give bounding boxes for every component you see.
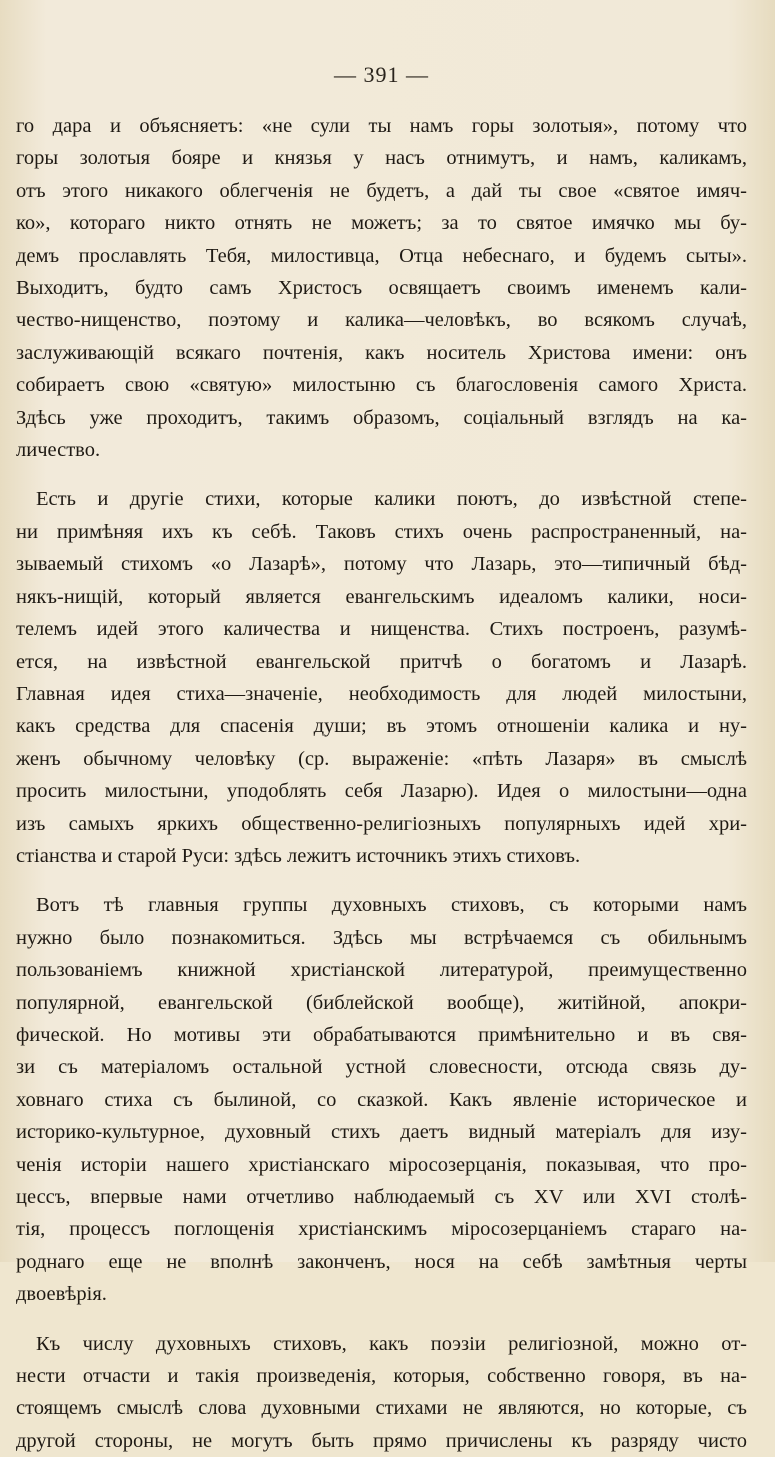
text-line: женъ обычному человѣку (ср. выраженіе: «пѣть Лазаря» въ смыслѣ bbox=[16, 747, 747, 770]
text-line: отъ этого никакого облегченія не будетъ, а дай ты свое «святое имяч- bbox=[16, 179, 747, 202]
text-line: Вотъ тѣ главныя группы духовныхъ стиховъ, съ которыми намъ bbox=[36, 894, 747, 917]
text-line: тія, процессъ поглощенія христіанскимъ міросозерцаніемъ стараго на- bbox=[16, 1218, 747, 1241]
text-line: Здѣсь уже проходитъ, такимъ образомъ, соціальный взглядъ на ка- bbox=[16, 406, 747, 429]
text-line: демъ прославлять Тебя, милостивца, Отца небеснаго, и будемъ сыты». bbox=[16, 244, 747, 267]
text-line: Есть и другіе стихи, которые калики поютъ, до извѣстной степе- bbox=[36, 488, 747, 511]
paragraph bbox=[16, 110, 747, 466]
text-line: цессъ, впервые нами отчетливо наблюдаемый съ XV или XVI столѣ- bbox=[16, 1186, 747, 1208]
text-line: фической. Но мотивы эти обрабатываются примѣнительно и въ свя- bbox=[16, 1023, 747, 1046]
text-line: личество. bbox=[16, 439, 101, 462]
text-line: нести отчасти и такія произведенія, которыя, собственно говоря, въ на- bbox=[16, 1365, 747, 1388]
text-line: популярной, евангельской (библейской вообще), житійной, апокри- bbox=[16, 991, 747, 1014]
text-line: зываемый стихомъ «о Лазарѣ», потому что Лазарь, это—типичный бѣд- bbox=[16, 553, 747, 576]
text-line: някъ-нищій, который является евангельскимъ идеаломъ калики, носи- bbox=[16, 585, 747, 608]
paragraph bbox=[16, 1328, 747, 1457]
text-line: Къ числу духовныхъ стиховъ, какъ поэзіи религіозной, можно от- bbox=[36, 1332, 747, 1355]
text-line: историко-культурное, духовный стихъ даетъ видный матеріалъ для изу- bbox=[16, 1121, 747, 1144]
page-number: — 391 — bbox=[334, 62, 429, 87]
text-line: собираетъ свою «святую» милостыню съ благословенія самого Христа. bbox=[16, 374, 747, 397]
text-line: чество-нищенство, поэтому и калика—человѣкъ, во всякомъ случаѣ, bbox=[16, 309, 747, 332]
text-line: зи съ матеріаломъ остальной устной словесности, отсюда связь ду- bbox=[16, 1056, 747, 1079]
text-line: ни примѣняя ихъ къ себѣ. Таковъ стихъ очень распространенный, на- bbox=[16, 520, 747, 543]
text-line: ховнаго стиха съ былиной, со сказкой. Какъ явленіе историческое и bbox=[16, 1088, 747, 1111]
paragraph bbox=[16, 889, 747, 1310]
text-line: заслуживающій всякаго почтенія, какъ носитель Христова имени: онъ bbox=[16, 341, 747, 364]
text-line: двоевѣрія. bbox=[16, 1283, 107, 1306]
text-line: роднаго еще не вполнѣ законченъ, нося на себѣ замѣтныя черты bbox=[16, 1250, 747, 1273]
text-line: нужно было познакомиться. Здѣсь мы встрѣчаемся съ обильнымъ bbox=[16, 926, 747, 949]
text-line: ченія исторіи нашего христіанскаго міросозерцанія, показывая, что про- bbox=[16, 1153, 747, 1176]
text-line: другой стороны, не могутъ быть прямо причислены къ разряду чисто bbox=[16, 1429, 747, 1452]
text-line: изъ самыхъ яркихъ общественно-религіозныхъ популярныхъ идей хри- bbox=[16, 812, 747, 835]
text-line: просить милостыни, уподоблять себя Лазарю). Идея о милостыни—одна bbox=[16, 780, 747, 803]
text-line: го дара и объясняетъ: «не сули ты намъ горы золотыя», потому что bbox=[16, 115, 747, 137]
paragraph bbox=[16, 483, 747, 872]
text-line: горы золотыя бояре и князья у насъ отнимутъ, и намъ, каликамъ, bbox=[16, 147, 747, 170]
text-line: какъ средства для спасенія души; въ этомъ отношеніи калика и ну- bbox=[16, 715, 747, 738]
text-line: Главная идея стиха—значеніе, необходимость для людей милостыни, bbox=[16, 682, 747, 705]
text-line: ко», котораго никто отнять не можетъ; за то святое имячко мы бу- bbox=[16, 212, 747, 235]
text-line: стіанства и старой Руси: здѣсь лежитъ источникъ этихъ стиховъ. bbox=[16, 844, 581, 867]
text-line: ется, на извѣстной евангельской притчѣ о богатомъ и Лазарѣ. bbox=[16, 650, 747, 673]
text-line: Выходитъ, будто самъ Христосъ освящаетъ своимъ именемъ кали- bbox=[16, 277, 747, 300]
text-line: телемъ идей этого каличества и нищенства. Стихъ построенъ, разумѣ- bbox=[16, 618, 747, 641]
text-line: пользованіемъ книжной христіанской литературой, преимущественно bbox=[16, 959, 747, 982]
text-body bbox=[16, 110, 747, 1457]
text-line: стоящемъ смыслѣ слова духовными стихами не являются, но которые, съ bbox=[16, 1397, 747, 1420]
